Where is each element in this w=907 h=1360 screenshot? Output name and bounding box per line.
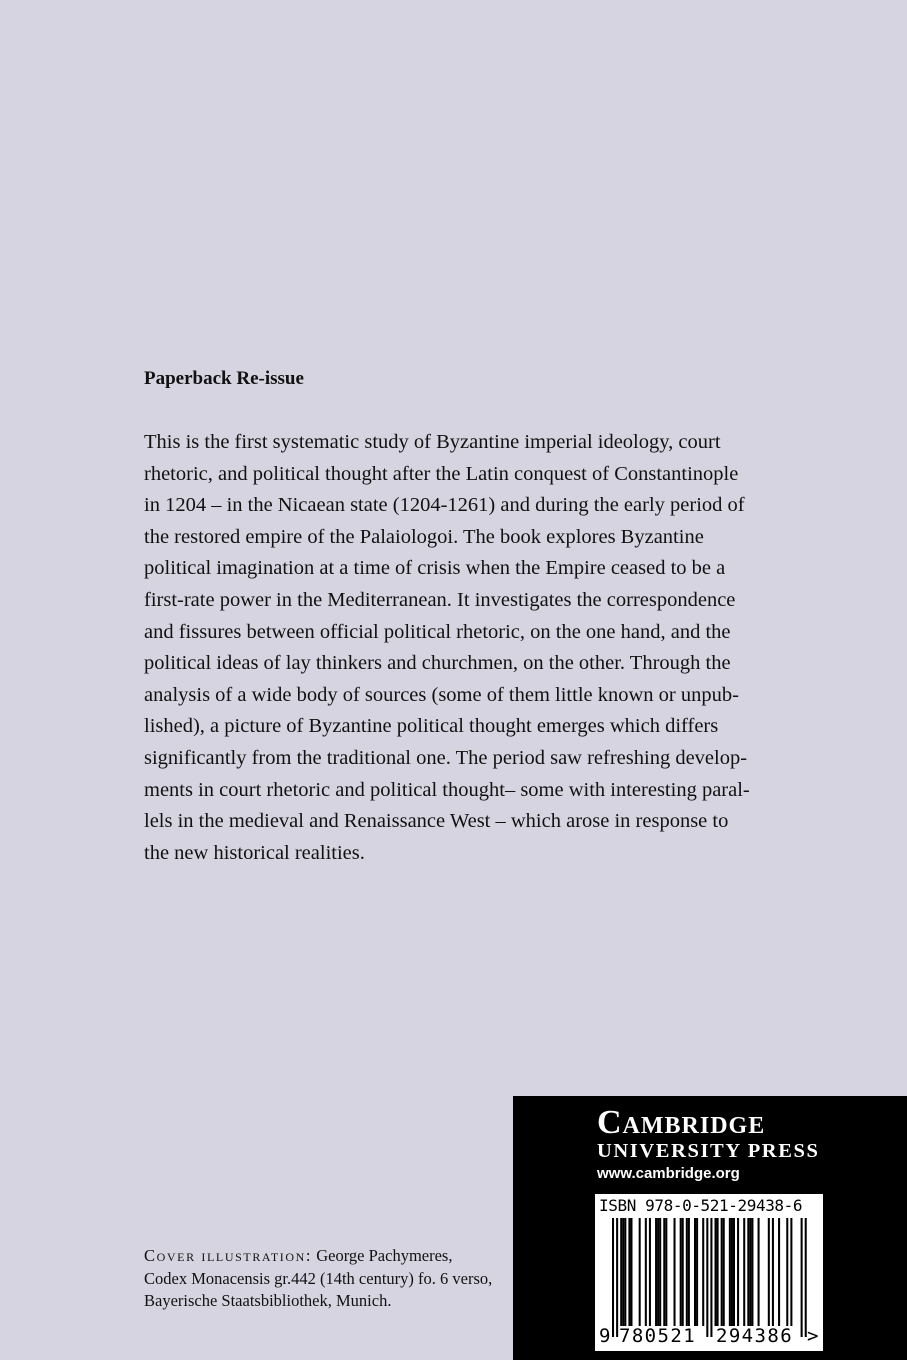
credit-line: Bayerische Staatsbibliothek, Munich. <box>144 1291 392 1310</box>
barcode-bar <box>622 1218 624 1326</box>
cover-illustration-credit <box>144 1245 492 1313</box>
barcode-bar <box>702 1218 704 1326</box>
barcode-bar <box>688 1218 690 1326</box>
ean-first-digit: 9 <box>599 1325 611 1347</box>
description-line: rhetoric, and political thought after the Latin conquest of Constantinople <box>144 462 739 485</box>
barcode-bar <box>710 1218 712 1337</box>
barcode-bar <box>747 1218 749 1326</box>
barcode-bar <box>680 1218 682 1326</box>
barcode-bar <box>790 1218 792 1326</box>
barcode-bar <box>801 1218 803 1337</box>
barcode-bar <box>659 1218 661 1326</box>
description-line: the restored empire of the Palaiologoi. The book explores Byzantine <box>144 525 704 548</box>
description-line: significantly from the traditional one. The period saw refreshing develop- <box>144 746 748 769</box>
description-line: political imagination at a time of crisis when the Empire ceased to be a <box>144 557 726 580</box>
barcode-bar <box>694 1218 696 1326</box>
barcode-bar <box>715 1218 717 1326</box>
description-text <box>144 427 764 869</box>
description-line: in 1204 – in the Nicaean state (1204-1261) and during the early period of <box>144 494 745 517</box>
barcode-bar <box>620 1218 622 1326</box>
barcode-bar <box>743 1218 745 1326</box>
barcode-bar <box>682 1218 684 1326</box>
barcode-bar <box>630 1218 632 1326</box>
barcode-bar <box>674 1218 676 1326</box>
barcode-bar <box>729 1218 731 1326</box>
barcode-bar <box>723 1218 725 1326</box>
barcode-bar <box>628 1218 630 1326</box>
barcode-bar <box>706 1218 708 1337</box>
publisher-block <box>513 1096 907 1360</box>
publisher-subtitle: UNIVERSITY PRESS <box>597 1140 820 1162</box>
description-line: lels in the medieval and Renaissance West – which arose in response to <box>144 810 729 833</box>
barcode-bar <box>657 1218 659 1326</box>
barcode-bar <box>612 1218 614 1337</box>
barcode-bar <box>749 1218 751 1326</box>
barcode-bar <box>665 1218 667 1326</box>
description-line: and fissures between official political rhetoric, on the one hand, and the <box>144 620 731 643</box>
barcode-bar <box>786 1218 788 1326</box>
barcode-bar <box>616 1218 618 1337</box>
barcode-bar <box>645 1218 647 1326</box>
barcode-bar <box>624 1218 626 1326</box>
description-line: the new historical realities. <box>144 841 365 864</box>
publisher-url: www.cambridge.org <box>597 1165 740 1182</box>
barcode-bar <box>717 1218 719 1326</box>
publisher-name: Cambridge <box>597 1104 766 1141</box>
ean-right-digits: 294386 <box>716 1325 794 1347</box>
isbn-label: ISBN 978-0-521-29438-6 <box>599 1196 803 1215</box>
ean-left-digits: 780521 <box>619 1325 697 1347</box>
credit-label: Cover illustration: <box>144 1246 313 1265</box>
barcode-bar <box>778 1218 780 1326</box>
description-line: lished), a picture of Byzantine political thought emerges which differs <box>144 715 719 738</box>
ean-digit-row <box>595 1325 823 1349</box>
credit-text: George Pachymeres, <box>312 1246 453 1265</box>
barcode-bar <box>663 1218 665 1326</box>
barcode-bar <box>731 1218 733 1326</box>
barcode-bar <box>737 1218 739 1326</box>
barcode-bar <box>686 1218 688 1326</box>
barcode-panel <box>595 1194 823 1351</box>
page-heading: Paperback Re-issue <box>144 368 304 389</box>
barcode-bar <box>733 1218 735 1326</box>
description-line: political ideas of lay thinkers and churchmen, on the other. Through the <box>144 652 731 675</box>
barcode-bar <box>696 1218 698 1326</box>
quiet-zone-mark: > <box>807 1325 819 1347</box>
barcode-bar <box>639 1218 641 1326</box>
barcode-bar <box>721 1218 723 1326</box>
description-line: ments in court rhetoric and political thought– some with interesting paral- <box>144 778 750 801</box>
barcode-bar <box>751 1218 753 1326</box>
description-line: first-rate power in the Mediterranean. It investigates the correspondence <box>144 588 736 611</box>
description-line: analysis of a wide body of sources (some of them little known or unpub- <box>144 683 739 706</box>
barcode-bar <box>805 1218 807 1337</box>
credit-line: Codex Monacensis gr.442 (14th century) fo. 6 verso, <box>144 1268 493 1288</box>
barcode-bar <box>655 1218 657 1326</box>
barcode-bar <box>758 1218 760 1326</box>
credit-line <box>144 1245 492 1268</box>
barcode-bar <box>768 1218 770 1326</box>
description-line: This is the first systematic study of Byzantine imperial ideology, court <box>144 431 721 453</box>
barcode-bar <box>772 1218 774 1326</box>
barcode-bar <box>649 1218 651 1326</box>
